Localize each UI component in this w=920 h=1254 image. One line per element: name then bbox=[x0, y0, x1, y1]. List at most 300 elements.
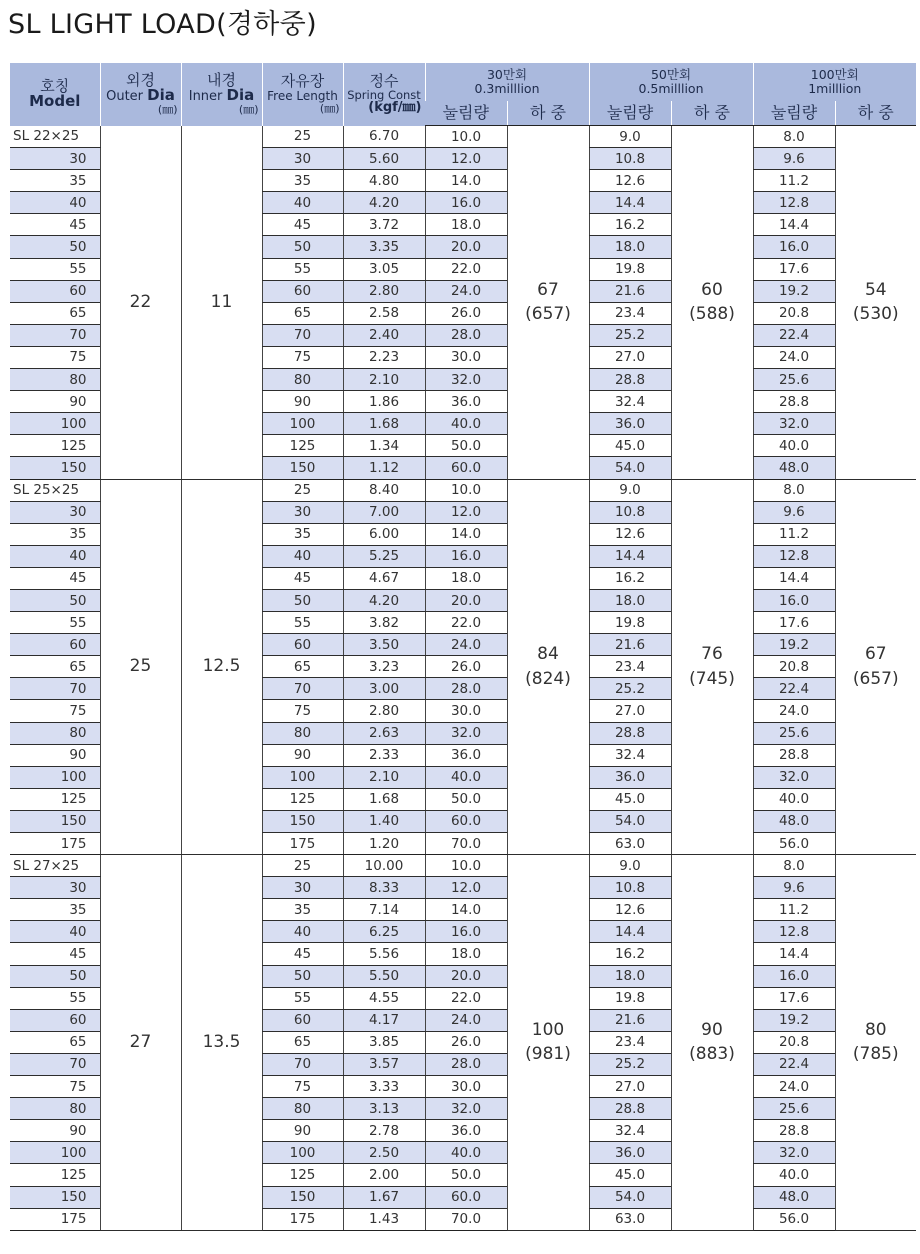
free-length-cell: 45 bbox=[262, 567, 343, 589]
model-cell: 90 bbox=[10, 1120, 100, 1142]
free-length-cell: 45 bbox=[262, 214, 343, 236]
deflection-30-cell: 12.0 bbox=[425, 877, 507, 899]
deflection-50-cell: 12.6 bbox=[589, 523, 671, 545]
free-length-cell: 75 bbox=[262, 1076, 343, 1098]
deflection-30-cell: 26.0 bbox=[425, 656, 507, 678]
deflection-100-cell: 17.6 bbox=[753, 987, 835, 1009]
model-cell: 55 bbox=[10, 612, 100, 634]
free-length-cell: 150 bbox=[262, 457, 343, 479]
model-cell: 150 bbox=[10, 1186, 100, 1208]
load-30-cell: 84 (824) bbox=[507, 479, 589, 855]
deflection-100-cell: 9.6 bbox=[753, 501, 835, 523]
free-length-cell: 70 bbox=[262, 324, 343, 346]
model-cell: 45 bbox=[10, 943, 100, 965]
model-cell: 100 bbox=[10, 413, 100, 435]
model-cell: 70 bbox=[10, 324, 100, 346]
deflection-100-cell: 19.2 bbox=[753, 1009, 835, 1031]
deflection-30-cell: 10.0 bbox=[425, 855, 507, 877]
model-cell: 75 bbox=[10, 346, 100, 368]
free-length-cell: 80 bbox=[262, 1098, 343, 1120]
deflection-100-cell: 17.6 bbox=[753, 258, 835, 280]
free-length-cell: 50 bbox=[262, 236, 343, 258]
deflection-30-cell: 14.0 bbox=[425, 170, 507, 192]
deflection-50-cell: 16.2 bbox=[589, 943, 671, 965]
model-cell: 70 bbox=[10, 678, 100, 700]
spring-const-cell: 2.10 bbox=[343, 369, 425, 391]
header-cycles-100: 100만회 1milllion bbox=[753, 63, 916, 101]
spring-const-cell: 1.67 bbox=[343, 1186, 425, 1208]
deflection-100-cell: 20.8 bbox=[753, 302, 835, 324]
model-cell: 60 bbox=[10, 634, 100, 656]
deflection-30-cell: 50.0 bbox=[425, 435, 507, 457]
deflection-30-cell: 32.0 bbox=[425, 369, 507, 391]
deflection-50-cell: 32.4 bbox=[589, 1120, 671, 1142]
header-spring-const: 정수 Spring Const (kgf/㎜) bbox=[343, 63, 425, 126]
deflection-100-cell: 8.0 bbox=[753, 126, 835, 148]
deflection-50-cell: 21.6 bbox=[589, 634, 671, 656]
deflection-50-cell: 9.0 bbox=[589, 479, 671, 501]
free-length-cell: 75 bbox=[262, 346, 343, 368]
deflection-50-cell: 54.0 bbox=[589, 457, 671, 479]
deflection-30-cell: 28.0 bbox=[425, 1053, 507, 1075]
spring-const-cell: 5.56 bbox=[343, 943, 425, 965]
deflection-100-cell: 12.8 bbox=[753, 192, 835, 214]
load-50-cell: 90 (883) bbox=[671, 855, 753, 1231]
model-cell: 150 bbox=[10, 810, 100, 832]
deflection-50-cell: 28.8 bbox=[589, 722, 671, 744]
spring-const-cell: 3.82 bbox=[343, 612, 425, 634]
deflection-50-cell: 32.4 bbox=[589, 391, 671, 413]
model-cell: 65 bbox=[10, 302, 100, 324]
deflection-30-cell: 22.0 bbox=[425, 612, 507, 634]
deflection-100-cell: 22.4 bbox=[753, 324, 835, 346]
free-length-cell: 25 bbox=[262, 126, 343, 148]
deflection-30-cell: 26.0 bbox=[425, 302, 507, 324]
free-length-cell: 55 bbox=[262, 612, 343, 634]
table-header bbox=[10, 63, 916, 126]
deflection-50-cell: 28.8 bbox=[589, 1098, 671, 1120]
deflection-100-cell: 16.0 bbox=[753, 589, 835, 611]
model-cell: SL 27×25 bbox=[10, 855, 100, 877]
spring-const-cell: 2.40 bbox=[343, 324, 425, 346]
free-length-cell: 40 bbox=[262, 921, 343, 943]
deflection-50-cell: 14.4 bbox=[589, 921, 671, 943]
spring-const-cell: 2.33 bbox=[343, 744, 425, 766]
spring-const-cell: 3.85 bbox=[343, 1031, 425, 1053]
deflection-100-cell: 14.4 bbox=[753, 943, 835, 965]
spring-const-cell: 6.70 bbox=[343, 126, 425, 148]
spring-const-cell: 1.34 bbox=[343, 435, 425, 457]
spring-const-cell: 1.40 bbox=[343, 810, 425, 832]
spring-const-cell: 2.00 bbox=[343, 1164, 425, 1186]
header-load-30: 하 중 bbox=[507, 101, 589, 126]
free-length-cell: 75 bbox=[262, 700, 343, 722]
deflection-30-cell: 50.0 bbox=[425, 1164, 507, 1186]
free-length-cell: 30 bbox=[262, 877, 343, 899]
table-row bbox=[10, 479, 916, 501]
model-cell: 50 bbox=[10, 236, 100, 258]
free-length-cell: 30 bbox=[262, 501, 343, 523]
deflection-100-cell: 48.0 bbox=[753, 1186, 835, 1208]
deflection-50-cell: 36.0 bbox=[589, 1142, 671, 1164]
deflection-100-cell: 40.0 bbox=[753, 435, 835, 457]
model-cell: 40 bbox=[10, 921, 100, 943]
free-length-cell: 150 bbox=[262, 810, 343, 832]
model-cell: 50 bbox=[10, 965, 100, 987]
model-cell: 100 bbox=[10, 766, 100, 788]
deflection-100-cell: 11.2 bbox=[753, 523, 835, 545]
spring-const-cell: 3.57 bbox=[343, 1053, 425, 1075]
deflection-30-cell: 60.0 bbox=[425, 810, 507, 832]
deflection-100-cell: 8.0 bbox=[753, 855, 835, 877]
deflection-30-cell: 22.0 bbox=[425, 987, 507, 1009]
model-cell: 30 bbox=[10, 501, 100, 523]
free-length-cell: 50 bbox=[262, 589, 343, 611]
deflection-30-cell: 24.0 bbox=[425, 1009, 507, 1031]
deflection-100-cell: 17.6 bbox=[753, 612, 835, 634]
deflection-50-cell: 9.0 bbox=[589, 855, 671, 877]
spring-const-cell: 3.72 bbox=[343, 214, 425, 236]
model-cell: 45 bbox=[10, 214, 100, 236]
deflection-100-cell: 48.0 bbox=[753, 457, 835, 479]
deflection-50-cell: 63.0 bbox=[589, 833, 671, 855]
model-cell: 175 bbox=[10, 833, 100, 855]
free-length-cell: 125 bbox=[262, 435, 343, 457]
model-cell: 60 bbox=[10, 1009, 100, 1031]
deflection-100-cell: 22.4 bbox=[753, 678, 835, 700]
deflection-30-cell: 18.0 bbox=[425, 567, 507, 589]
deflection-50-cell: 36.0 bbox=[589, 766, 671, 788]
spring-const-cell: 4.17 bbox=[343, 1009, 425, 1031]
deflection-30-cell: 32.0 bbox=[425, 1098, 507, 1120]
spring-const-cell: 1.86 bbox=[343, 391, 425, 413]
spring-const-cell: 2.23 bbox=[343, 346, 425, 368]
model-cell: SL 22×25 bbox=[10, 126, 100, 148]
deflection-50-cell: 27.0 bbox=[589, 1076, 671, 1098]
spring-const-cell: 1.20 bbox=[343, 833, 425, 855]
deflection-50-cell: 14.4 bbox=[589, 192, 671, 214]
model-cell: 50 bbox=[10, 589, 100, 611]
deflection-50-cell: 12.6 bbox=[589, 899, 671, 921]
free-length-cell: 175 bbox=[262, 1208, 343, 1230]
deflection-100-cell: 56.0 bbox=[753, 833, 835, 855]
deflection-100-cell: 32.0 bbox=[753, 1142, 835, 1164]
deflection-100-cell: 24.0 bbox=[753, 700, 835, 722]
free-length-cell: 150 bbox=[262, 1186, 343, 1208]
spring-const-cell: 6.00 bbox=[343, 523, 425, 545]
spring-const-cell: 4.20 bbox=[343, 589, 425, 611]
deflection-30-cell: 16.0 bbox=[425, 192, 507, 214]
table-row bbox=[10, 126, 916, 148]
model-cell: 35 bbox=[10, 170, 100, 192]
free-length-cell: 50 bbox=[262, 965, 343, 987]
deflection-50-cell: 54.0 bbox=[589, 810, 671, 832]
deflection-100-cell: 9.6 bbox=[753, 877, 835, 899]
spring-const-cell: 6.25 bbox=[343, 921, 425, 943]
deflection-30-cell: 10.0 bbox=[425, 126, 507, 148]
outer-dia-cell: 27 bbox=[100, 855, 181, 1231]
model-cell: 125 bbox=[10, 1164, 100, 1186]
spring-const-cell: 1.12 bbox=[343, 457, 425, 479]
deflection-100-cell: 20.8 bbox=[753, 656, 835, 678]
deflection-100-cell: 25.6 bbox=[753, 369, 835, 391]
model-cell: 175 bbox=[10, 1208, 100, 1230]
spring-const-cell: 4.80 bbox=[343, 170, 425, 192]
free-length-cell: 55 bbox=[262, 258, 343, 280]
deflection-30-cell: 20.0 bbox=[425, 236, 507, 258]
spring-const-cell: 2.58 bbox=[343, 302, 425, 324]
spring-const-cell: 1.68 bbox=[343, 413, 425, 435]
model-cell: 90 bbox=[10, 391, 100, 413]
header-model: 호칭 Model bbox=[10, 63, 100, 126]
deflection-30-cell: 70.0 bbox=[425, 1208, 507, 1230]
deflection-50-cell: 23.4 bbox=[589, 656, 671, 678]
model-cell: 55 bbox=[10, 987, 100, 1009]
load-100-cell: 80 (785) bbox=[835, 855, 916, 1231]
header-deflection-30: 눌림량 bbox=[425, 101, 507, 126]
free-length-cell: 25 bbox=[262, 855, 343, 877]
deflection-30-cell: 12.0 bbox=[425, 501, 507, 523]
header-cycles-30: 30만회 0.3milllion bbox=[425, 63, 589, 101]
deflection-100-cell: 19.2 bbox=[753, 634, 835, 656]
deflection-30-cell: 30.0 bbox=[425, 1076, 507, 1098]
spring-const-cell: 5.60 bbox=[343, 148, 425, 170]
deflection-100-cell: 32.0 bbox=[753, 766, 835, 788]
model-cell: 40 bbox=[10, 545, 100, 567]
spring-const-cell: 3.05 bbox=[343, 258, 425, 280]
deflection-50-cell: 16.2 bbox=[589, 567, 671, 589]
spring-const-cell: 8.33 bbox=[343, 877, 425, 899]
deflection-30-cell: 40.0 bbox=[425, 413, 507, 435]
model-cell: 45 bbox=[10, 567, 100, 589]
spring-const-cell: 3.00 bbox=[343, 678, 425, 700]
deflection-50-cell: 27.0 bbox=[589, 700, 671, 722]
deflection-30-cell: 14.0 bbox=[425, 899, 507, 921]
load-50-cell: 76 (745) bbox=[671, 479, 753, 855]
outer-dia-cell: 25 bbox=[100, 479, 181, 855]
deflection-100-cell: 12.8 bbox=[753, 545, 835, 567]
deflection-30-cell: 28.0 bbox=[425, 678, 507, 700]
deflection-30-cell: 28.0 bbox=[425, 324, 507, 346]
free-length-cell: 65 bbox=[262, 302, 343, 324]
deflection-100-cell: 14.4 bbox=[753, 214, 835, 236]
header-inner-dia: 내경 Inner Dia (㎜) bbox=[181, 63, 262, 126]
spring-const-cell: 3.50 bbox=[343, 634, 425, 656]
free-length-cell: 45 bbox=[262, 943, 343, 965]
deflection-30-cell: 18.0 bbox=[425, 943, 507, 965]
deflection-100-cell: 12.8 bbox=[753, 921, 835, 943]
model-cell: 80 bbox=[10, 1098, 100, 1120]
deflection-50-cell: 23.4 bbox=[589, 302, 671, 324]
deflection-30-cell: 60.0 bbox=[425, 1186, 507, 1208]
deflection-50-cell: 14.4 bbox=[589, 545, 671, 567]
deflection-50-cell: 32.4 bbox=[589, 744, 671, 766]
deflection-50-cell: 9.0 bbox=[589, 126, 671, 148]
header-load-100: 하 중 bbox=[835, 101, 916, 126]
deflection-50-cell: 10.8 bbox=[589, 148, 671, 170]
deflection-30-cell: 30.0 bbox=[425, 700, 507, 722]
deflection-50-cell: 16.2 bbox=[589, 214, 671, 236]
spring-const-cell: 3.33 bbox=[343, 1076, 425, 1098]
deflection-30-cell: 26.0 bbox=[425, 1031, 507, 1053]
deflection-50-cell: 28.8 bbox=[589, 369, 671, 391]
deflection-30-cell: 24.0 bbox=[425, 634, 507, 656]
deflection-50-cell: 25.2 bbox=[589, 1053, 671, 1075]
deflection-30-cell: 30.0 bbox=[425, 346, 507, 368]
spring-const-cell: 3.23 bbox=[343, 656, 425, 678]
deflection-100-cell: 9.6 bbox=[753, 148, 835, 170]
free-length-cell: 70 bbox=[262, 1053, 343, 1075]
deflection-100-cell: 28.8 bbox=[753, 1120, 835, 1142]
inner-dia-cell: 11 bbox=[181, 126, 262, 480]
free-length-cell: 100 bbox=[262, 766, 343, 788]
deflection-30-cell: 40.0 bbox=[425, 766, 507, 788]
deflection-50-cell: 36.0 bbox=[589, 413, 671, 435]
header-deflection-100: 눌림량 bbox=[753, 101, 835, 126]
model-cell: 75 bbox=[10, 700, 100, 722]
deflection-30-cell: 60.0 bbox=[425, 457, 507, 479]
spring-const-cell: 4.67 bbox=[343, 567, 425, 589]
deflection-50-cell: 12.6 bbox=[589, 170, 671, 192]
free-length-cell: 35 bbox=[262, 523, 343, 545]
deflection-30-cell: 22.0 bbox=[425, 258, 507, 280]
deflection-30-cell: 24.0 bbox=[425, 280, 507, 302]
load-30-cell: 100 (981) bbox=[507, 855, 589, 1231]
deflection-30-cell: 36.0 bbox=[425, 391, 507, 413]
deflection-50-cell: 27.0 bbox=[589, 346, 671, 368]
free-length-cell: 125 bbox=[262, 788, 343, 810]
deflection-30-cell: 12.0 bbox=[425, 148, 507, 170]
free-length-cell: 100 bbox=[262, 413, 343, 435]
model-cell: 125 bbox=[10, 435, 100, 457]
model-cell: 100 bbox=[10, 1142, 100, 1164]
deflection-100-cell: 40.0 bbox=[753, 1164, 835, 1186]
spring-const-cell: 5.25 bbox=[343, 545, 425, 567]
spring-const-cell: 10.00 bbox=[343, 855, 425, 877]
deflection-100-cell: 48.0 bbox=[753, 810, 835, 832]
model-cell: 80 bbox=[10, 722, 100, 744]
free-length-cell: 25 bbox=[262, 479, 343, 501]
header-cycles-50: 50만회 0.5milllion bbox=[589, 63, 753, 101]
outer-dia-cell: 22 bbox=[100, 126, 181, 480]
inner-dia-cell: 13.5 bbox=[181, 855, 262, 1231]
deflection-30-cell: 20.0 bbox=[425, 965, 507, 987]
deflection-100-cell: 22.4 bbox=[753, 1053, 835, 1075]
model-cell: 35 bbox=[10, 899, 100, 921]
deflection-50-cell: 45.0 bbox=[589, 788, 671, 810]
model-cell: 75 bbox=[10, 1076, 100, 1098]
spring-const-cell: 2.80 bbox=[343, 280, 425, 302]
deflection-30-cell: 70.0 bbox=[425, 833, 507, 855]
deflection-50-cell: 54.0 bbox=[589, 1186, 671, 1208]
header-free-length: 자유장 Free Length (㎜) bbox=[262, 63, 343, 126]
table-row bbox=[10, 855, 916, 877]
load-30-cell: 67 (657) bbox=[507, 126, 589, 480]
spring-const-cell: 5.50 bbox=[343, 965, 425, 987]
model-cell: 60 bbox=[10, 280, 100, 302]
spring-const-cell: 4.55 bbox=[343, 987, 425, 1009]
deflection-30-cell: 10.0 bbox=[425, 479, 507, 501]
free-length-cell: 65 bbox=[262, 656, 343, 678]
free-length-cell: 90 bbox=[262, 744, 343, 766]
deflection-100-cell: 56.0 bbox=[753, 1208, 835, 1230]
inner-dia-cell: 12.5 bbox=[181, 479, 262, 855]
deflection-50-cell: 45.0 bbox=[589, 1164, 671, 1186]
free-length-cell: 175 bbox=[262, 833, 343, 855]
deflection-50-cell: 25.2 bbox=[589, 678, 671, 700]
deflection-30-cell: 20.0 bbox=[425, 589, 507, 611]
free-length-cell: 60 bbox=[262, 634, 343, 656]
deflection-100-cell: 32.0 bbox=[753, 413, 835, 435]
deflection-30-cell: 40.0 bbox=[425, 1142, 507, 1164]
deflection-50-cell: 18.0 bbox=[589, 965, 671, 987]
spring-const-cell: 3.35 bbox=[343, 236, 425, 258]
free-length-cell: 35 bbox=[262, 899, 343, 921]
deflection-50-cell: 10.8 bbox=[589, 501, 671, 523]
free-length-cell: 60 bbox=[262, 280, 343, 302]
free-length-cell: 90 bbox=[262, 391, 343, 413]
spring-const-cell: 2.63 bbox=[343, 722, 425, 744]
deflection-50-cell: 18.0 bbox=[589, 589, 671, 611]
spring-const-cell: 1.68 bbox=[343, 788, 425, 810]
deflection-100-cell: 16.0 bbox=[753, 965, 835, 987]
free-length-cell: 70 bbox=[262, 678, 343, 700]
free-length-cell: 90 bbox=[262, 1120, 343, 1142]
deflection-50-cell: 63.0 bbox=[589, 1208, 671, 1230]
model-cell: SL 25×25 bbox=[10, 479, 100, 501]
spring-const-cell: 7.14 bbox=[343, 899, 425, 921]
deflection-30-cell: 32.0 bbox=[425, 722, 507, 744]
deflection-30-cell: 14.0 bbox=[425, 523, 507, 545]
free-length-cell: 55 bbox=[262, 987, 343, 1009]
table-body bbox=[10, 126, 916, 1231]
deflection-100-cell: 40.0 bbox=[753, 788, 835, 810]
deflection-100-cell: 20.8 bbox=[753, 1031, 835, 1053]
deflection-100-cell: 24.0 bbox=[753, 346, 835, 368]
free-length-cell: 40 bbox=[262, 192, 343, 214]
model-cell: 65 bbox=[10, 1031, 100, 1053]
model-cell: 150 bbox=[10, 457, 100, 479]
page-title: SL LIGHT LOAD(경하중) bbox=[8, 9, 317, 40]
deflection-100-cell: 19.2 bbox=[753, 280, 835, 302]
free-length-cell: 60 bbox=[262, 1009, 343, 1031]
deflection-30-cell: 18.0 bbox=[425, 214, 507, 236]
model-cell: 65 bbox=[10, 656, 100, 678]
deflection-30-cell: 16.0 bbox=[425, 921, 507, 943]
spring-const-cell: 2.80 bbox=[343, 700, 425, 722]
deflection-50-cell: 19.8 bbox=[589, 987, 671, 1009]
load-100-cell: 67 (657) bbox=[835, 479, 916, 855]
deflection-100-cell: 28.8 bbox=[753, 744, 835, 766]
deflection-100-cell: 25.6 bbox=[753, 1098, 835, 1120]
spring-const-cell: 4.20 bbox=[343, 192, 425, 214]
spring-const-cell: 8.40 bbox=[343, 479, 425, 501]
spring-const-cell: 3.13 bbox=[343, 1098, 425, 1120]
deflection-50-cell: 19.8 bbox=[589, 258, 671, 280]
deflection-30-cell: 50.0 bbox=[425, 788, 507, 810]
model-cell: 55 bbox=[10, 258, 100, 280]
deflection-50-cell: 18.0 bbox=[589, 236, 671, 258]
spring-const-cell: 7.00 bbox=[343, 501, 425, 523]
free-length-cell: 40 bbox=[262, 545, 343, 567]
free-length-cell: 100 bbox=[262, 1142, 343, 1164]
deflection-100-cell: 14.4 bbox=[753, 567, 835, 589]
spring-const-cell: 2.78 bbox=[343, 1120, 425, 1142]
load-50-cell: 60 (588) bbox=[671, 126, 753, 480]
deflection-30-cell: 36.0 bbox=[425, 744, 507, 766]
deflection-50-cell: 21.6 bbox=[589, 1009, 671, 1031]
spring-const-cell: 1.43 bbox=[343, 1208, 425, 1230]
